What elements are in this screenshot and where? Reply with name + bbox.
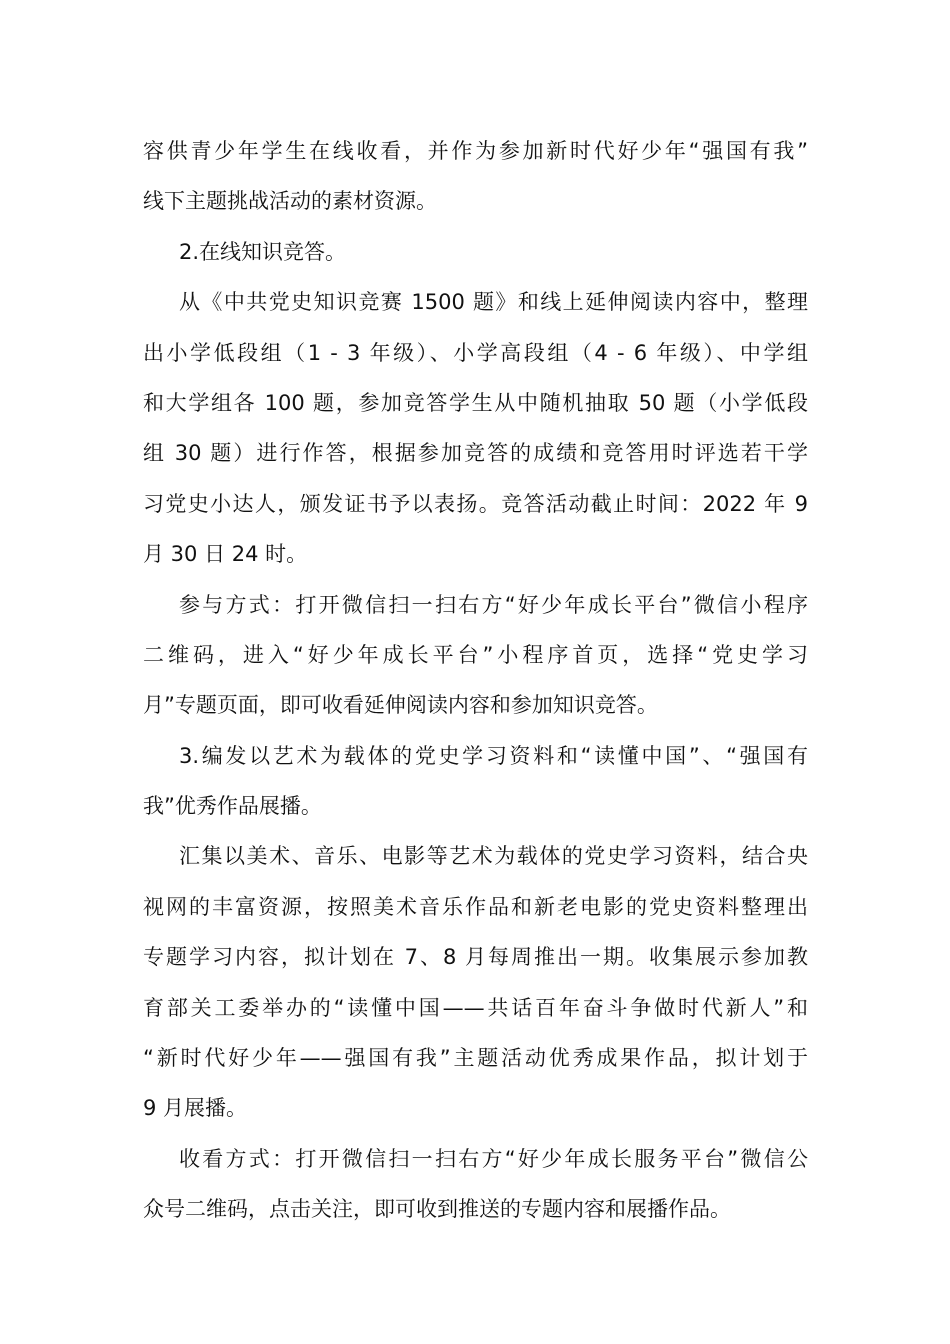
text-line: 习党史小达人，颁发证书予以表扬。竞答活动截止时间：2022 年 9: [143, 491, 808, 516]
section-heading: 2.在线知识竞答。: [179, 239, 347, 264]
text-line: 育部关工委举办的“读懂中国——共话百年奋斗争做时代新人”和: [143, 995, 808, 1020]
text-line: 二维码，进入“好少年成长平台”小程序首页，选择“党史学习: [143, 642, 808, 667]
text-line: 容供青少年学生在线收看，并作为参加新时代好少年“强国有我”: [143, 139, 808, 163]
text-line: 参与方式：打开微信扫一扫右方“好少年成长平台”微信小程序: [179, 592, 808, 617]
section-heading: 我”优秀作品展播。: [143, 794, 322, 819]
text-line: 众号二维码，点击关注，即可收到推送的专题内容和展播作品。: [143, 1197, 731, 1222]
text-line: 视网的丰富资源，按照美术音乐作品和新老电影的党史资料整理出: [143, 894, 808, 919]
text-line: “新时代好少年——强国有我”主题活动优秀成果作品，拟计划于: [143, 1046, 808, 1071]
section-heading: 3.编发以艺术为载体的党史学习资料和“读懂中国”、“强国有: [179, 743, 808, 768]
text-line: 月 30 日 24 时。: [143, 542, 308, 567]
document-body: [143, 126, 808, 1235]
text-line: 和大学组各 100 题，参加竞答学生从中随机抽取 50 题（小学低段: [143, 390, 808, 415]
text-line: 线下主题挑战活动的素材资源。: [143, 189, 437, 214]
text-line: 专题学习内容，拟计划在 7、8 月每周推出一期。收集展示参加教: [143, 945, 808, 970]
text-line: 组 30 题）进行作答，根据参加竞答的成绩和竞答用时评选若干学: [143, 441, 808, 466]
text-line: 汇集以美术、音乐、电影等艺术为载体的党史学习资料，结合央: [179, 844, 808, 869]
text-line: 从《中共党史知识竞赛 1500 题》和线上延伸阅读内容中，整理: [179, 290, 808, 315]
text-line: 出小学低段组（1 - 3 年级）、小学高段组（4 - 6 年级）、中学组: [143, 340, 808, 365]
text-line: 月”专题页面，即可收看延伸阅读内容和参加知识竞答。: [143, 693, 658, 718]
text-line: 收看方式：打开微信扫一扫右方“好少年成长服务平台”微信公: [179, 1146, 808, 1171]
text-line: 9 月展播。: [143, 1096, 248, 1121]
